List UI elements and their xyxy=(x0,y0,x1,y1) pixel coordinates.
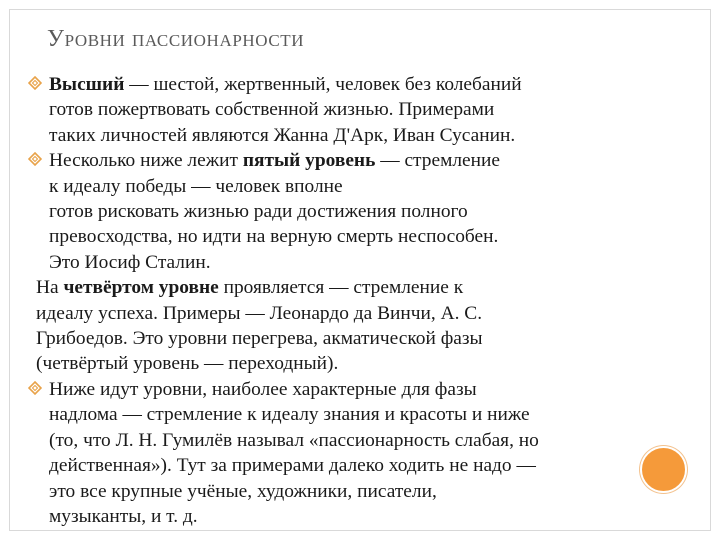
text-line: к идеалу победы — человек вполне xyxy=(49,175,343,197)
text-line: таких личностей являются Жанна Д'Арк, Иван Сусанин. xyxy=(49,124,516,146)
text-line: Ниже идут уровни, наиболее характерные для фазы xyxy=(49,378,477,400)
open-diamond-bullet-icon xyxy=(28,381,42,395)
text-run: На xyxy=(36,277,64,299)
text-line: надлома — стремление к идеалу знания и красоты и ниже xyxy=(49,404,530,426)
open-diamond-bullet-icon xyxy=(28,76,42,90)
text-line xyxy=(49,72,688,97)
text-line: Это Иосиф Сталин. xyxy=(49,251,211,273)
text-run: проявляется — стремление к xyxy=(218,277,464,299)
bold-term: четвёртом уровне xyxy=(63,277,219,299)
text-line: превосходства, но идти на верную смерть неспособен. xyxy=(49,226,499,248)
slide-title: Уровни пассионарности xyxy=(47,26,305,52)
text-line: (то, что Л. Н. Гумилёв называл «пассионарность слабая, но xyxy=(49,429,539,451)
text-line xyxy=(49,148,688,173)
text-run: — шестой, жертвенный, человек без колебаний xyxy=(124,74,522,95)
text-line: (четвёртый уровень — переходный). xyxy=(36,353,339,375)
orange-circle-decoration xyxy=(640,446,687,493)
text-run: Несколько ниже лежит xyxy=(49,150,243,172)
paragraph-4 xyxy=(28,377,688,529)
text-line: музыканты, и т. д. xyxy=(49,505,198,527)
text-line: готов пожертвовать собственной жизнью. Примерами xyxy=(49,99,495,121)
text-line: это все крупные учёные, художники, писатели, xyxy=(49,480,437,502)
text-run: — стремление xyxy=(375,150,500,172)
paragraph-3 xyxy=(28,275,688,377)
text-line: готов рисковать жизнью ради достижения полного xyxy=(49,201,468,223)
text-line: Грибоедов. Это уровни перегрева, акматической фазы xyxy=(36,328,483,350)
paragraph-2 xyxy=(28,148,688,275)
paragraph-1 xyxy=(28,72,688,148)
text-line xyxy=(36,275,688,300)
bold-term: Высший xyxy=(49,74,125,95)
open-diamond-bullet-icon xyxy=(28,152,42,166)
text-line: идеалу успеха. Примеры — Леонардо да Винчи, А. С. xyxy=(36,302,483,324)
text-line: действенная»). Тут за примерами далеко ходить не надо — xyxy=(49,455,536,477)
slide-body xyxy=(28,72,688,529)
bold-term: пятый уровень xyxy=(242,150,376,172)
